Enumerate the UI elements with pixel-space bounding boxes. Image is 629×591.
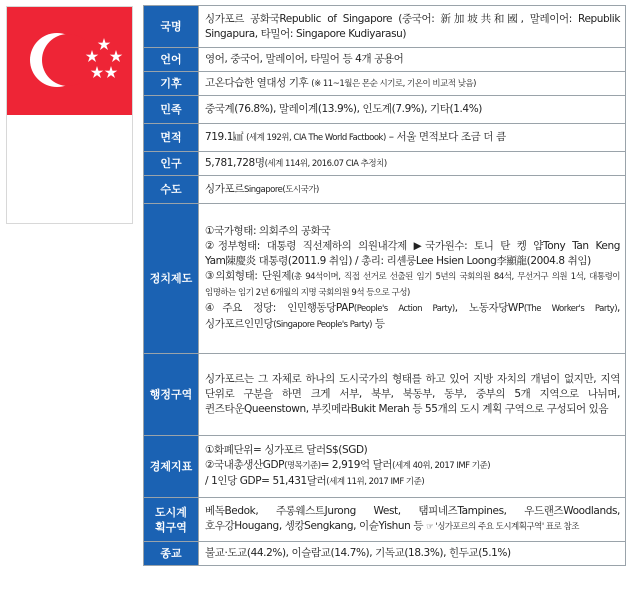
row-population [144, 152, 626, 176]
politics-state-form: ①국가형태: 의회주의 공화국 [205, 225, 331, 237]
label-area: 면적 [144, 124, 199, 152]
economy-gdp: ②국내총생산GDP(명목기준)= 2,919억 달러(세계 40위, 2017 IMF 기준) [205, 459, 491, 471]
label-name: 국명 [144, 6, 199, 48]
value-language: 영어, 중국어, 말레이어, 타밀어 등 4개 공용어 [199, 48, 626, 72]
row-language [144, 48, 626, 72]
value-politics [199, 204, 626, 354]
row-religion [144, 542, 626, 566]
politics-parties: ④주요 정당: 인민행동당PAP(People's Action Party), 노동자당WP(The Worker's Party), 싱가포르인민당(Singapore People's Party) 등 [205, 302, 620, 330]
row-climate [144, 72, 626, 96]
row-politics [144, 204, 626, 354]
economy-gdp-per-capita: / 1인당 GDP= 51,431달러(세계 11위, 2017 IMF 기준) [205, 475, 425, 487]
value-name: 싱가포르 공화국Republic of Singapore (중국어: 新加坡共和國, 말레이어: Republik Singapura, 타밀어: Singapore Kudiyarasu) [199, 6, 626, 48]
label-admin: 행정구역 [144, 354, 199, 436]
row-ethnicity [144, 96, 626, 124]
label-religion: 종교 [144, 542, 199, 566]
value-economy [199, 436, 626, 498]
star-icon [98, 38, 111, 50]
label-districts: 도시계 획구역 [144, 498, 199, 542]
value-population: 5,781,728명(세계 114위, 2016.07 CIA 추정치) [199, 152, 626, 176]
value-districts: 베독Bedok, 주롱웨스트Jurong West, 탬피네즈Tampines, 우드랜즈Woodlands, 호우강Hougang, 셍캉Sengkang, 이슌Yishun 등 ☞ '싱가포르의 주요 도시계획구역' 표로 참조 [199, 498, 626, 542]
value-capital: 싱가포르Singapore(도시국가) [199, 176, 626, 204]
row-admin [144, 354, 626, 436]
star-icon [105, 66, 118, 78]
label-politics: 정치제도 [144, 204, 199, 354]
label-climate: 기후 [144, 72, 199, 96]
crescent-stars-icon [7, 7, 133, 116]
value-religion: 불교·도교(44.2%), 이슬람교(14.7%), 기독교(18.3%), 힌두교(5.1%) [199, 542, 626, 566]
label-language: 언어 [144, 48, 199, 72]
economy-currency: ①화폐단위= 싱가포르 달러S$(SGD) [205, 444, 368, 456]
label-ethnicity: 민족 [144, 96, 199, 124]
flag-white-band [7, 115, 132, 223]
value-climate: 고온다습한 열대성 기후 (※ 11~1월은 몬순 시기로, 기온이 비교적 낮음) [199, 72, 626, 96]
politics-government: ②정부형태: 대통령 직선제하의 의원내각제 ▶국가원수: 토니 탄 켕 얌Tony Tan Keng Yam陳慶炎 대통령(2011.9 취임) / 총리: 리셴룽Lee Hsien Loong李顯龍(2004.8 취임) [205, 240, 620, 267]
label-population: 인구 [144, 152, 199, 176]
row-economy [144, 436, 626, 498]
row-districts [144, 498, 626, 542]
row-area [144, 124, 626, 152]
value-area: 719.1㎢ (세계 192위, CIA The World Factbook) – 서울 면적보다 조금 더 큼 [199, 124, 626, 152]
country-info-table [143, 5, 626, 566]
star-icon [110, 50, 123, 62]
value-ethnicity: 중국계(76.8%), 말레이계(13.9%), 인도계(7.9%), 기타(1.4%) [199, 96, 626, 124]
label-capital: 수도 [144, 176, 199, 204]
politics-parliament: ③의회형태: 단원제(총 94석이며, 직접 선거로 선출된 임기 5년의 국회의원 84석, 무선거구 의원 1석, 대통령이 임명하는 임기 2년 6개월의 지명 국회의원 9석 등으로 구성) [205, 270, 620, 298]
row-capital [144, 176, 626, 204]
singapore-flag [6, 6, 133, 224]
value-admin: 싱가포르는 그 자체로 하나의 도시국가의 형태를 하고 있어 지방 자치의 개념이 없지만, 지역 단위로 구분을 하면 크게 서부, 북부, 북동부, 동부, 중부의 5개 지역으로 나뉘며, 퀸즈타운Queenstown, 부킷메라Bukit Merah 등 55개의 도시 계획 구역으로 구성되어 있음 [199, 354, 626, 436]
label-economy: 경제지표 [144, 436, 199, 498]
row-name [144, 6, 626, 48]
